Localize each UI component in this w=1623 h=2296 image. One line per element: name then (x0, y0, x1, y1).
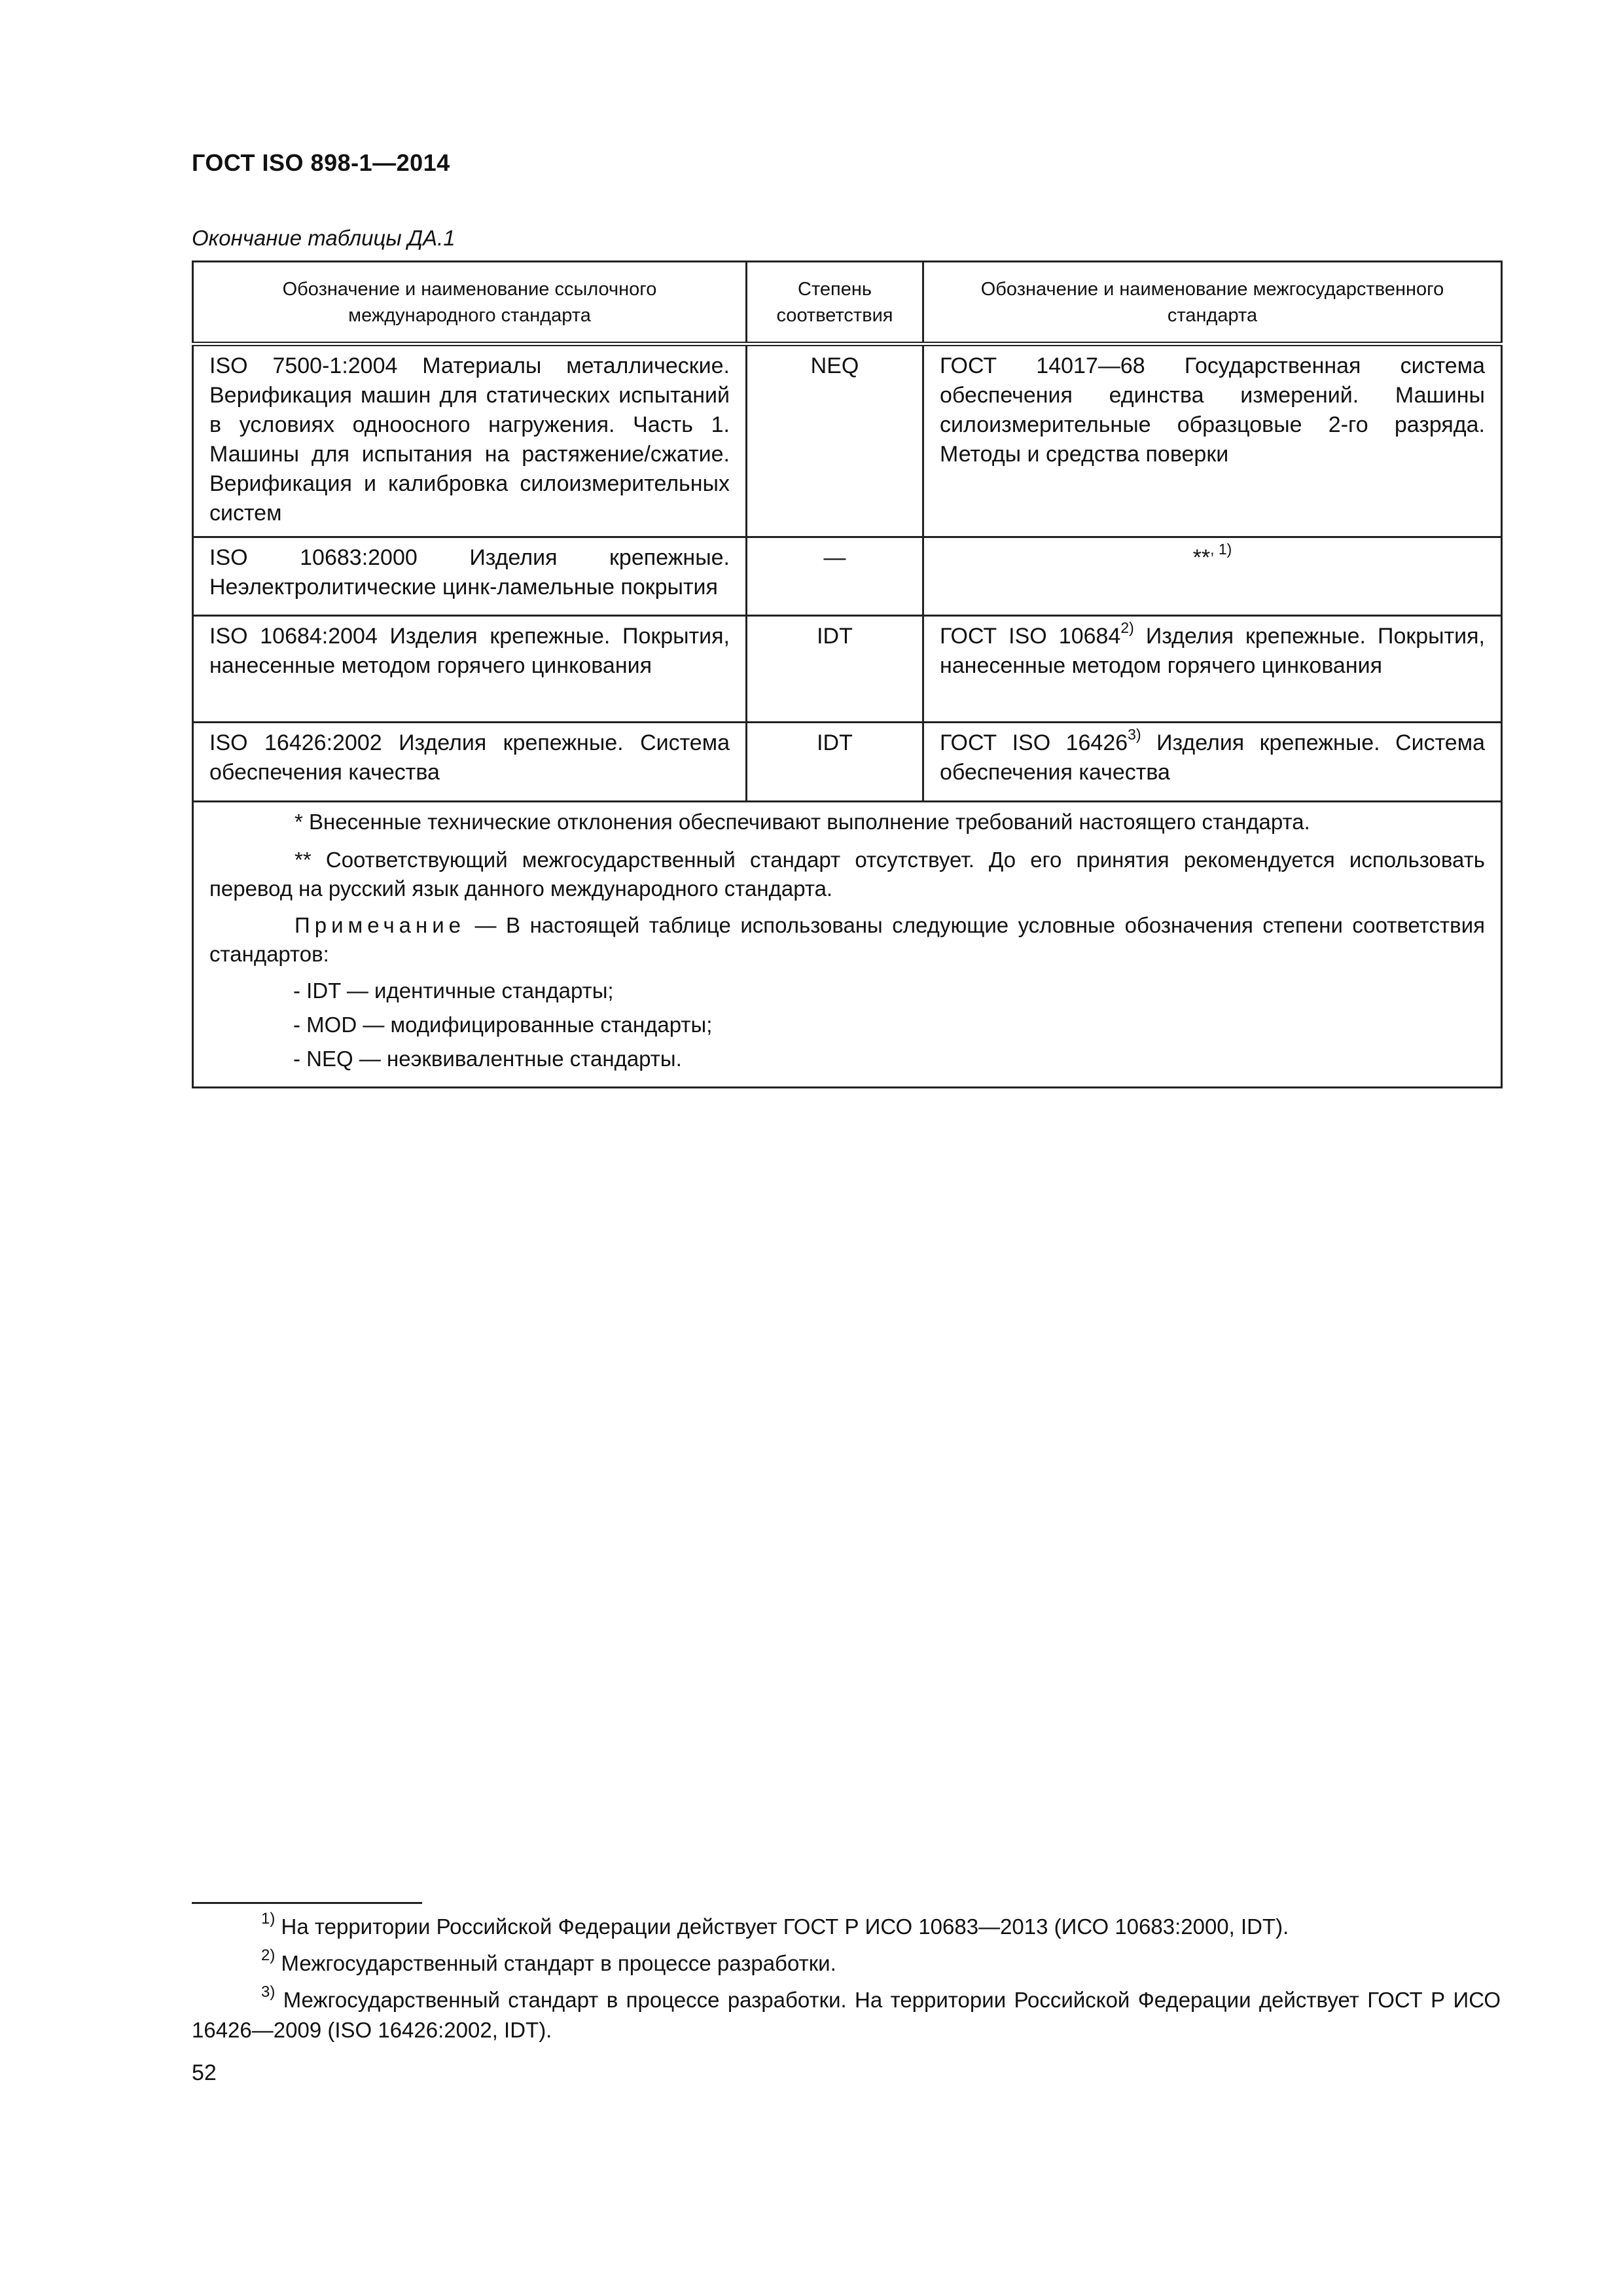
national-standard-text: ГОСТ ISO 16426 (940, 730, 1128, 755)
footnote-2 (192, 1948, 1501, 1979)
footnote-ref: 2) (1120, 619, 1134, 636)
intl-standard-cell: ISO 10683:2000 Изделия крепежные. Неэлектролитические цинк-ламельные покрытия (193, 537, 747, 616)
intl-standard-cell: ISO 16426:2002 Изделия крепежные. Система обеспечения качества (193, 723, 747, 802)
document-header: ГОСТ ISO 898-1—2014 (192, 149, 450, 176)
footnotes (192, 1912, 1501, 2052)
header-degree: Степень соответствия (747, 262, 923, 344)
note-text: — В настоящей таблице использованы следующие условные обозначения степени соответствия стандартов: (209, 913, 1485, 966)
national-standard-cell (923, 344, 1502, 537)
table-row (193, 616, 1502, 723)
footnote-text: Межгосударственный стандарт в процессе разработки. (275, 1951, 836, 1975)
table-notes-row (193, 802, 1502, 1088)
footnote-ref: , 1) (1210, 540, 1232, 558)
standards-table (192, 260, 1503, 1088)
note-label: Примечание (294, 913, 466, 937)
national-standard-text: ГОСТ 14017—68 Государственная система обеспечения единства измерений. Машины силоизмерительные образцовые 2-го разряда. Методы и средства поверки (940, 353, 1485, 467)
note-single-star: * Внесенные технические отклонения обеспечивают выполнение требований настоящего стандарта. (294, 810, 1310, 834)
national-standard-text: ** (1192, 545, 1211, 570)
list-item: - NEQ — неэквивалентные стандарты. (293, 1047, 682, 1071)
degree-cell: NEQ (747, 344, 923, 537)
national-standard-title: Изделия крепежные. Покрытия, нанесенные методом горячего цинкования (940, 624, 1485, 678)
table-row (193, 723, 1502, 802)
intl-standard-cell: ISO 7500-1:2004 Материалы металлические. Верификация машин для статических испытаний в условиях одноосного нагружения. Часть 1. Машины для испытания на растяжение/сжатие. Верификация и калибровка силоизмерительных систем (193, 344, 747, 537)
national-standard-title: Изделия крепежные. Система обеспечения качества (940, 730, 1485, 785)
footnote-ref: 3) (1128, 725, 1141, 743)
degree-cell: — (747, 537, 923, 616)
footnote-divider (192, 1902, 422, 1904)
list-item: - IDT — идентичные стандарты; (293, 978, 614, 1003)
intl-standard-cell: ISO 10684:2004 Изделия крепежные. Покрытия, нанесенные методом горячего цинкования (193, 616, 747, 723)
footnote-text: На территории Российской Федерации действует ГОСТ Р ИСО 10683—2013 (ИСО 10683:2000, IDT). (275, 1914, 1289, 1939)
page-number: 52 (192, 2060, 217, 2085)
footnote-mark: 3) (261, 1983, 276, 2001)
header-intl-standard: Обозначение и наименование ссылочного международного стандарта (193, 262, 747, 344)
footnote-1 (192, 1912, 1501, 1942)
table-notes (193, 802, 1502, 1088)
footnote-3 (192, 1985, 1501, 2045)
note-double-star: ** Соответствующий межгосударственный стандарт отсутствует. До его принятия рекомендуется использовать перевод на русский язык данного международного стандарта. (209, 848, 1485, 901)
footnote-text: Межгосударственный стандарт в процессе разработки. На территории Российской Федерации действует ГОСТ Р ИСО 16426—2009 (ISO 16426:2002, IDT). (192, 1988, 1501, 2042)
note-paragraph (209, 911, 1485, 969)
national-standard-cell (923, 616, 1502, 723)
degree-cell: IDT (747, 723, 923, 802)
table-caption: Окончание таблицы ДА.1 (192, 226, 455, 250)
national-standard-cell (923, 537, 1502, 616)
header-national-standard: Обозначение и наименование межгосударственного стандарта (923, 262, 1502, 344)
degree-cell: IDT (747, 616, 923, 723)
footnote-mark: 1) (261, 1910, 276, 1928)
table-row (193, 344, 1502, 537)
national-standard-cell (923, 723, 1502, 802)
list-item: - MOD — модифицированные стандарты; (293, 1013, 713, 1037)
national-standard-text: ГОСТ ISO 10684 (940, 624, 1121, 649)
table-header-row (193, 262, 1502, 344)
table-row (193, 537, 1502, 616)
footnote-mark: 2) (261, 1946, 276, 1964)
